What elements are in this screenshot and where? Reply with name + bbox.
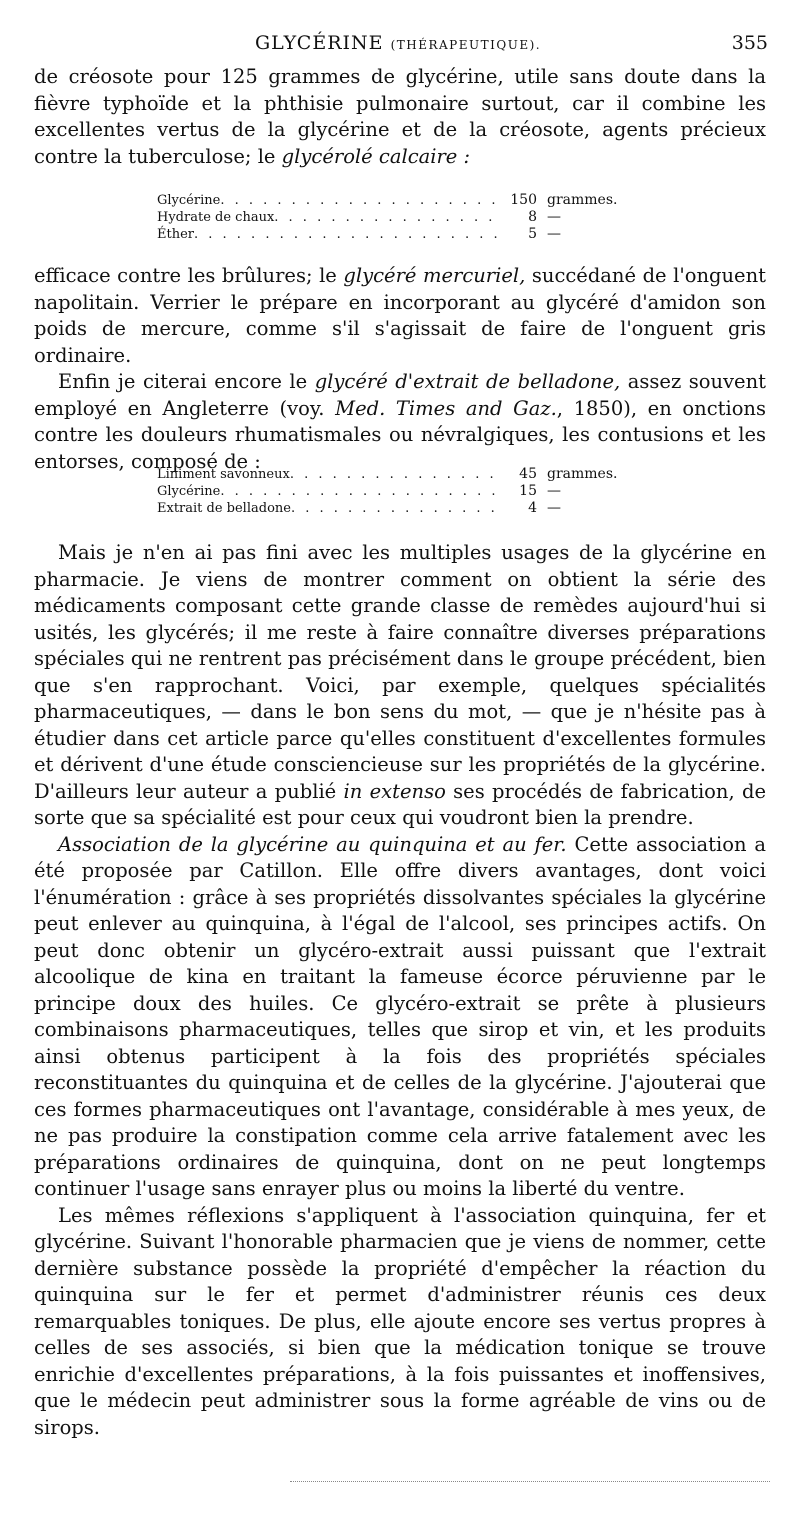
text-run: Les mêmes réflexions s'appliquent à l'association quinquina, fer et glycérine. Suivant l'honorable pharmacien que je viens de nommer, cette dernière substance possède la propriété d'empêcher la réaction du quinquina sur le fer et permet d'administrer réunis ces deux remarquables toniques. De plus, elle ajoute encore ses vertus propres à celles de ses associés, si bien que la médication tonique se trouve enrichie d'excellentes préparations, à la fois puissantes et inoffensives, que le médecin peut administrer sous la forme agréable de vins ou de sirops.: [34, 1203, 766, 1439]
ingredient-quantity: 4: [528, 500, 537, 516]
recipe-belladone: [157, 466, 657, 517]
italic-term: glycérolé calcaire :: [281, 144, 471, 168]
leader-dots: [290, 466, 501, 483]
paragraphs-main: [34, 540, 766, 1441]
text-run: Enfin je citerai encore le: [58, 370, 315, 393]
ingredient-name: Extrait de belladone: [157, 501, 291, 516]
text-run: de créosote pour 125 grammes de glycérine, utile sans doute dans la fièvre typhoïde et la phthisie pulmonaire surtout, car il combine les excellentes vertus de la glycérine et de la créosote, agents précieux contre la tuberculose; le: [34, 65, 766, 168]
running-title-sub: (THÉRAPEUTIQUE).: [390, 38, 542, 52]
ingredient-unit: grammes.: [547, 192, 618, 208]
running-title-main: GLYCÉRINE: [255, 32, 384, 54]
leader-dots: [291, 500, 501, 517]
leader-dots: [220, 483, 501, 500]
text-run: ses procédés de fabrication, de sorte que sa spécialité est pour ceux qui voudront bien la prendre.: [34, 779, 766, 829]
paragraphs-mercuriel-belladone: [34, 263, 766, 475]
leader-dots: [194, 226, 501, 243]
paragraph-text: [34, 263, 766, 369]
paragraph-text: [34, 832, 766, 1203]
running-title: [255, 32, 541, 54]
paragraph-text: [34, 369, 766, 475]
recipe-row: [157, 500, 657, 517]
ingredient-name: Hydrate de chaux: [157, 210, 275, 225]
text-run: assez souvent employé en Angleterre (voy.: [34, 370, 766, 420]
ingredient-unit: —: [547, 483, 561, 499]
leader-dots: [274, 209, 501, 226]
ingredient-name: Glycérine: [157, 193, 221, 208]
recipe-row: [157, 466, 657, 483]
section-heading-italic: Association de la glycérine au quinquina et au fer.: [58, 832, 567, 856]
text-run: Mais je n'en ai pas fini avec les multiples usages de la glycérine en pharmacie. Je viens de montrer comment on obtient la série des médicaments composant cette grande classe de remèdes aujourd'hui si usités, les glycérés; il me reste à faire connaître diverses préparations spéciales qui ne rentrent pas précisément dans le groupe précédent, bien que s'en rapprochant. Voici, par exemple, quelques spécialités pharmaceutiques, — dans le bon sens du mot, — que je n'hésite pas à étudier dans cet article parce qu'elles constituent d'excellentes formules et dérivent d'une étude consciencieuse sur les propriétés de la glycérine. D'ailleurs leur auteur a publié: [34, 541, 766, 803]
page-number: 355: [731, 32, 768, 54]
recipe-row: [157, 483, 657, 500]
text-run: efficace contre les brûlures; le: [34, 264, 344, 287]
recipe-row: [157, 209, 657, 226]
ingredient-quantity: 150: [510, 192, 537, 208]
footer-dotted-rule: [290, 1481, 770, 1482]
ingredient-name: Éther: [157, 227, 194, 242]
ingredient-quantity: 8: [528, 209, 537, 225]
recipe-row: [157, 226, 657, 243]
italic-term: glycéré mercuriel,: [343, 264, 526, 287]
paragraph-text: [34, 64, 766, 170]
text-run: , 1850), en onctions contre les douleurs rhumatismales ou névralgiques, les contusions et les entorses, composé de :: [34, 396, 767, 473]
paragraph-creosote: [34, 64, 766, 170]
paragraph-text: [34, 540, 766, 832]
running-header: [0, 32, 800, 58]
ingredient-quantity: 5: [528, 226, 537, 242]
ingredient-name: Glycérine: [157, 484, 221, 499]
paragraph-text: [34, 1203, 766, 1442]
italic-term: glycéré d'extrait de belladone,: [314, 370, 621, 393]
ingredient-unit: —: [547, 500, 561, 516]
ingredient-unit: grammes.: [547, 466, 618, 482]
recipe-row: [157, 192, 657, 209]
italic-term: in extenso: [343, 779, 446, 803]
ingredient-quantity: 15: [519, 483, 537, 499]
leader-dots: [220, 192, 501, 209]
recipe-glycerole-calcaire: [157, 192, 657, 243]
ingredient-name: Liniment savonneux: [157, 467, 290, 482]
ingredient-unit: —: [547, 226, 561, 242]
text-run: succédané de l'onguent napolitain. Verrier le prépare en incorporant au glycéré d'amidon son poids de mercure, comme s'il s'agissait de faire de l'onguent gris ordinaire.: [34, 264, 766, 367]
italic-citation: Med. Times and Gaz.: [335, 396, 557, 420]
ingredient-quantity: 45: [519, 466, 537, 482]
text-run: Cette association a été proposée par Catillon. Elle offre divers avantages, dont voici l'énumération : grâce à ses propriétés dissolvantes spéciales la glycérine peut enlever au quinquina, à l'égal de l'alcool, ses principes actifs. On peut donc obtenir un glycéro-extrait aussi puissant que l'extrait alcoolique de kina en traitant la fameuse écorce péruvienne par le principe doux des huiles. Ce glycéro-extrait se prête à plusieurs combinaisons pharmaceutiques, telles que sirop et vin, et les produits ainsi obtenus participent à la fois des propriétés spéciales reconstituantes du quinquina et de celles de la glycérine. J'ajouterai que ces formes pharmaceutiques ont l'avantage, considérable à mes yeux, de ne pas produire la constipation comme cela arrive fatalement avec les préparations ordinaires de quinquina, dont on ne peut longtemps continuer l'usage sans enrayer plus ou moins la liberté du ventre.: [34, 832, 766, 1200]
ingredient-unit: —: [547, 209, 561, 225]
